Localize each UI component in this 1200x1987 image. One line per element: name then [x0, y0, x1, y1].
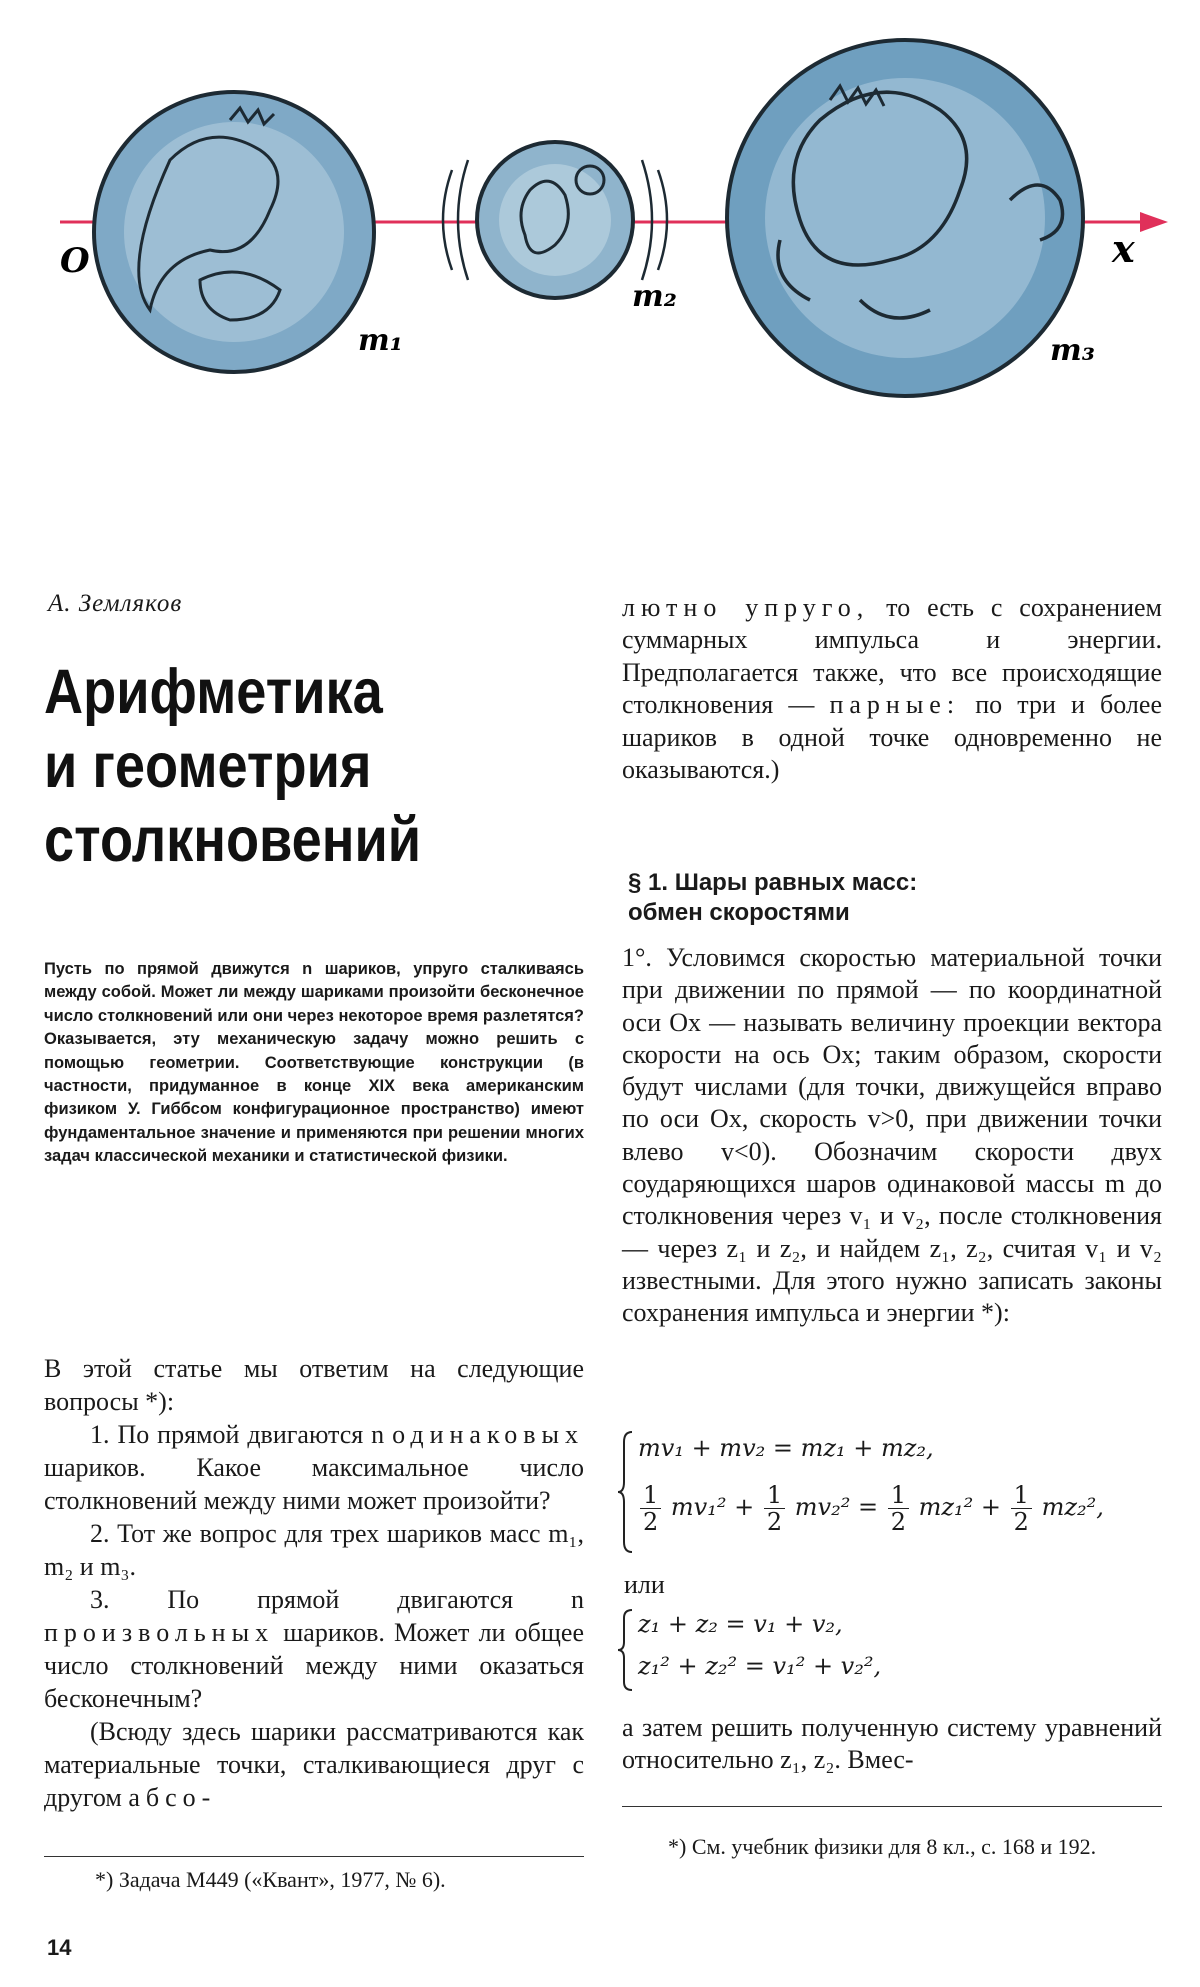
equation-sum: z₁ + z₂ = v₁ + v₂,	[638, 1610, 843, 1638]
fraction-half: $\frac{1}{2}$	[888, 1482, 909, 1535]
emphasis-spaced: парные:	[829, 690, 961, 720]
page-number: 14	[47, 1935, 72, 1960]
section-body	[622, 942, 1162, 1330]
x-axis-arrow-icon	[1140, 212, 1168, 232]
footnote-left: *) Задача М449 («Квант», 1977, № 6).	[95, 1867, 446, 1892]
emphasis-spaced: одинаковых	[392, 1420, 584, 1449]
equation-energy: $\frac{1}{2}$ mv₁² + $\frac{1}{2}$ mv₂² = $\frac{1}{2}$ mz₁² + $\frac{1}{2}$ mz₂²,	[638, 1482, 1104, 1535]
page-title	[44, 655, 526, 877]
emphasis-spaced: абсо-	[128, 1783, 217, 1812]
question-3: 3. По прямой двигаются n произвольных шариков. Может ли общее число столкновений между ними оказаться бесконечным?	[44, 1585, 584, 1713]
assumption-paragraph: (Всюду здесь шарики рассматриваются как материальные точки, сталкивающиеся друг с другом абсо-	[44, 1717, 584, 1812]
ball-m2	[443, 142, 667, 298]
ball-m3	[727, 40, 1083, 396]
title-line-3: столкновений	[44, 805, 422, 875]
ball-label-m3: m₃	[1050, 333, 1095, 368]
footnote-divider	[622, 1806, 1162, 1807]
section-heading: § 1. Шары равных масс: обмен скоростями	[628, 869, 918, 926]
emphasis-spaced: лютно упруго,	[622, 593, 870, 622]
brace-icon	[618, 1608, 634, 1692]
axis-end-label: x	[1112, 226, 1135, 271]
equation-momentum: mv₁ + mv₂ = mz₁ + mz₂,	[638, 1434, 934, 1462]
ball-label-m1: m₁	[358, 323, 403, 358]
footnote-right: *) См. учебник физики для 8 кл., с. 168 и 192.	[668, 1834, 1097, 1859]
ball-m1	[94, 92, 374, 372]
author: А. Земляков	[48, 590, 183, 617]
fraction-half: $\frac{1}{2}$	[640, 1482, 661, 1535]
right-column-continuation: лютно упруго, то есть с сохранением суммарных импульса и энергии. Предполагается также, что все происходящие столкновения — парные: по три и более шариков в одной точке одновременно не оказываются.)	[622, 593, 1163, 785]
title-line-1: Арифметика	[44, 657, 383, 727]
body-paragraph: 1°. Условимся скоростью материальной точки при движении по прямой — по координатной оси Ox — называть величину проекции вектора скорости на ось Ox; таким образом, скорости будут числами (для точки, движущейся вправо по оси Ox, скорость v>0, при движении точки влево v<0). Обозначим скорости двух соударяющихся шаров одинаковой массы m до столкновения через v₁ и v₂, после столкновения — через z₁ и z₂, и найдем z₁, z₂, считая v₁ и v₂ известными. Для этого нужно записать законы сохранения импульса и энергии *):	[622, 943, 1162, 1328]
abstract: Пусть по прямой движутся n шариков, упруго сталкиваясь между собой. Может ли между шариками произойти бесконечное число столкновений или они через некоторое время разлетятся? Оказывается, эту механическую задачу можно решить с помощью геометрии. Соответствующие конструкции (в частности, придуманное в конце XIX века американским физиком У. Гиббсом конфигурационное пространство) имеют фундаментальное значение и применяются при решении многих задач классической механики и статистической физики.	[44, 960, 584, 1166]
question-2: 2. Тот же вопрос для трех шариков масс m₁, m₂ и m₃.	[44, 1519, 584, 1581]
emphasis-spaced: произвольных	[44, 1618, 275, 1647]
axis-origin-label: O	[60, 241, 90, 281]
illustration	[0, 0, 1200, 420]
fraction-half: $\frac{1}{2}$	[1011, 1482, 1032, 1535]
fraction-half: $\frac{1}{2}$	[764, 1482, 785, 1535]
question-1: 1. По прямой двигаются n одинаковых шариков. Какое максимальное число столкновений между ними может произойти?	[44, 1420, 584, 1515]
title-line-2: и геометрия	[44, 731, 372, 801]
body-continuation: а затем решить полученную систему уравнений относительно z₁, z₂. Вмес-	[622, 1713, 1162, 1774]
intro-paragraph: В этой статье мы ответим на следующие вопросы *):	[44, 1354, 584, 1416]
equation-squares: z₁² + z₂² = v₁² + v₂²,	[638, 1652, 882, 1680]
ball-label-m2: m₂	[632, 279, 677, 314]
footnote-divider	[44, 1856, 584, 1857]
brace-icon	[618, 1430, 634, 1554]
conjunction-or: или	[624, 1570, 665, 1599]
intro-text	[44, 1352, 584, 1814]
